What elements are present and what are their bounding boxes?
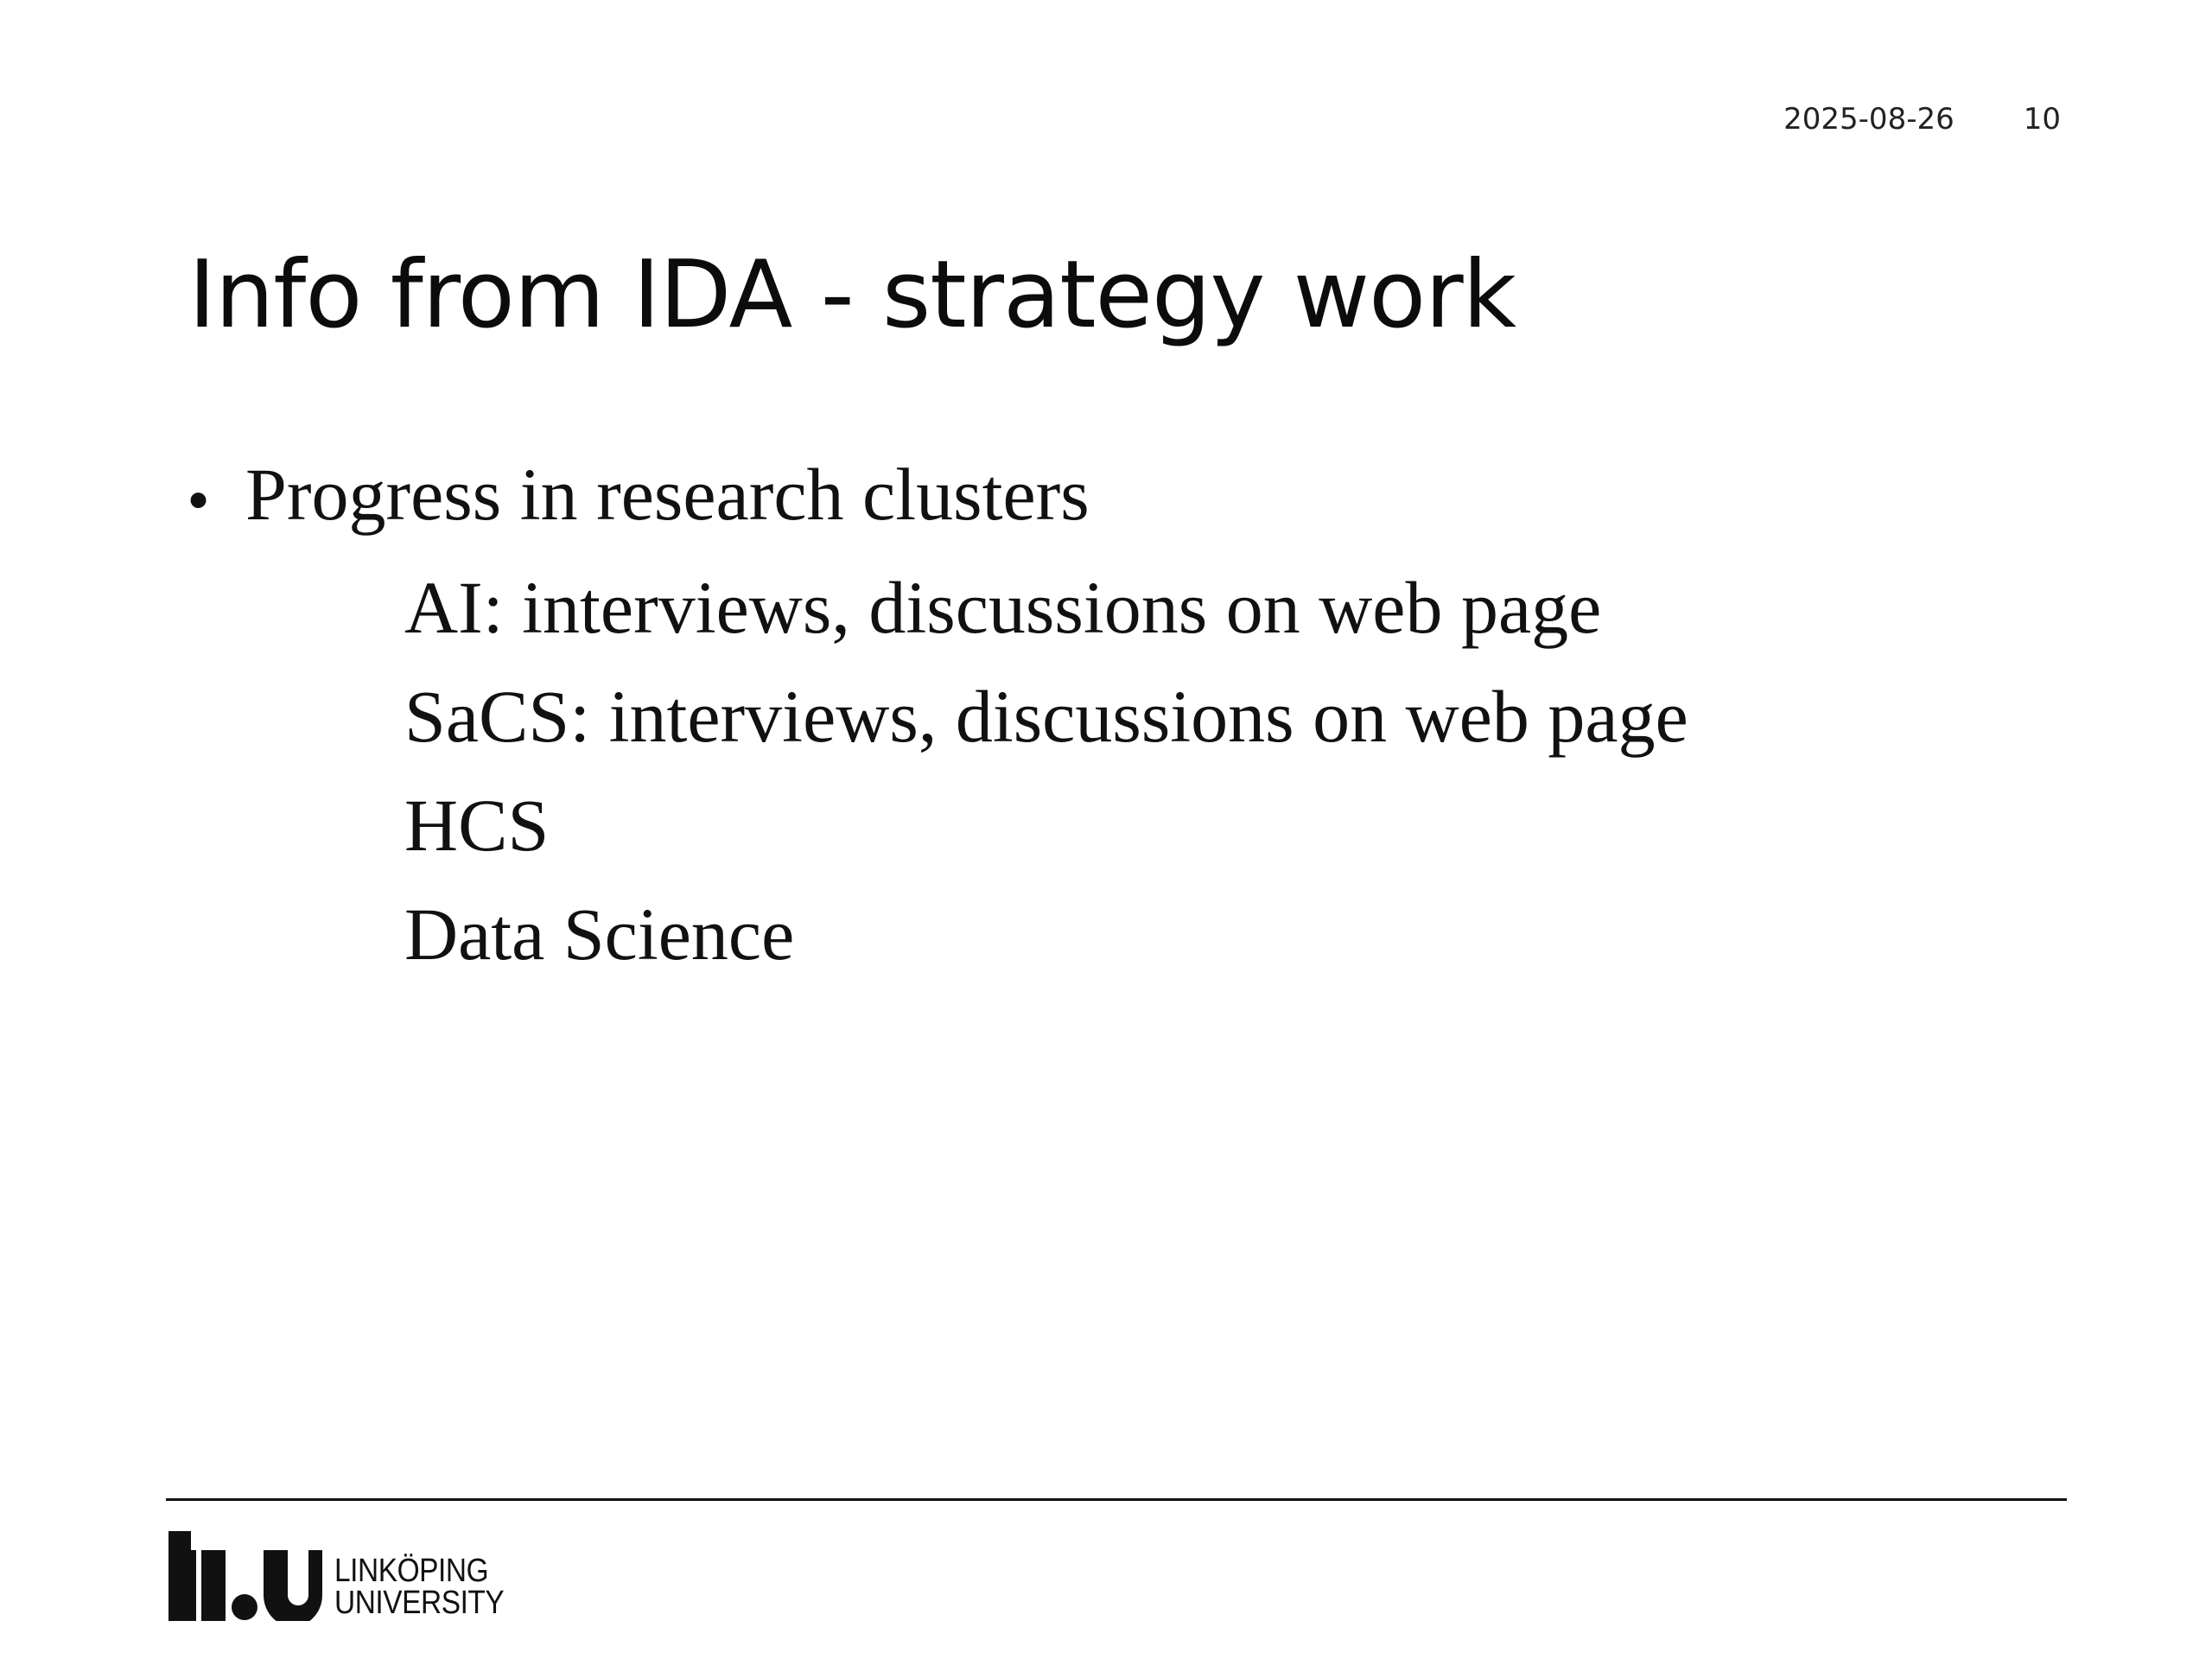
slide-body [188, 453, 1688, 976]
bullet-marker: • [188, 467, 209, 531]
university-logo [168, 1531, 527, 1621]
sub-item-ai: AI: interviews, discussions on web page [404, 565, 1602, 649]
slide-number: 10 [2023, 102, 2061, 137]
sub-item-sacs: SaCS: interviews, discussions on web page [404, 674, 1688, 758]
footer-divider [166, 1498, 2067, 1501]
liu-logo-mark-icon [168, 1531, 322, 1621]
logo-wordmark [334, 1552, 505, 1621]
logo-line-2: UNIVERSITY [334, 1584, 505, 1621]
slide-header-meta [1783, 102, 2061, 137]
sub-item-list [404, 565, 1688, 976]
slide-date: 2025-08-26 [1783, 102, 1955, 137]
bullet-text: Progress in research clusters [245, 453, 1090, 536]
sub-item-hcs: HCS [404, 783, 550, 867]
bullet-item [188, 454, 1688, 536]
sub-item-data-science: Data Science [404, 892, 795, 976]
logo-line-1: LINKÖPING [334, 1552, 489, 1589]
slide-title: Info from IDA - strategy work [188, 241, 1516, 349]
